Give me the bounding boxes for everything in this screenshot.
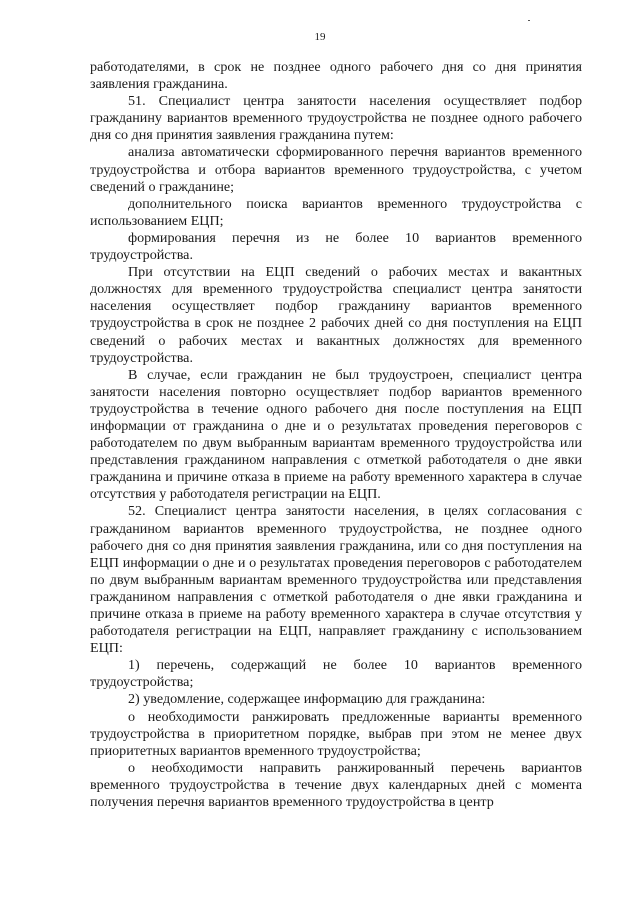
paragraph-clause-52: 52. Специалист центра занятости населения, в целях согласования с гражданином вариантов временного трудоустройства, не позднее одного рабочего дня со дня принятия заявления гражданина, или со дня поступления на ЕЦП информации о дне и о результатах проведения переговоров с работодателем по двум выбранным вариантам временного трудоустройства или представления гражданином направления с отметкой работодателя о дне явки гражданина и причине отказа в приеме на работу временного характера в случае отсутствия у работодателя регистрации на ЕЦП, направляет гражданину с использованием ЕЦП: xyxy=(90,503,582,657)
page-number: 19 xyxy=(314,31,326,43)
paragraph-continuation: работодателями, в срок не позднее одного рабочего дня со дня принятия заявления гражданина. xyxy=(90,59,582,93)
scan-mark xyxy=(528,20,530,21)
paragraph-item-2: 2) уведомление, содержащее информацию для гражданина: xyxy=(128,691,486,708)
paragraph-additional-search: дополнительного поиска вариантов временного трудоустройства с использованием ЕЦП; xyxy=(90,195,582,229)
paragraph-clause-51: 51. Специалист центра занятости населения осуществляет подбор гражданину вариантов временного трудоустройства не позднее одного рабочего дня со дня принятия заявления гражданина путем: xyxy=(90,93,582,144)
paragraph-not-employed: В случае, если гражданин не был трудоустроен, специалист центра занятости населения повторно осуществляет подбор вариантов временного трудоустройства в течение одного рабочего дня после поступления на ЕЦП информации от гражданина о дне и о результатах проведения переговоров с работодателем по двум выбранным вариантам временного трудоустройства или представления гражданином направления с отметкой работодателя о дне явки гражданина и причине отказа в приеме на работу временного характера в случае отсутствия у работодателя регистрации на ЕЦП. xyxy=(90,366,582,503)
document-body xyxy=(90,59,582,811)
paragraph-no-vacancies: При отсутствии на ЕЦП сведений о рабочих местах и вакантных должностях для временного трудоустройства специалист центра занятости населения осуществляет подбор гражданину вариантов временного трудоустройства в срок не позднее 2 рабочих дней со дня поступления на ЕЦП сведений о рабочих местах и вакантных должностях для временного трудоустройства. xyxy=(90,264,582,366)
paragraph-list-formation: формирования перечня из не более 10 вариантов временного трудоустройства. xyxy=(90,229,582,264)
paragraph-analysis: анализа автоматически сформированного перечня вариантов временного трудоустройства и отбора вариантов временного трудоустройства, с учетом сведений о гражданине; xyxy=(90,144,582,195)
paragraph-send-ranked-list: о необходимости направить ранжированный перечень вариантов временного трудоустройства в течение двух календарных дней с момента получения перечня вариантов временного трудоустройства в центр xyxy=(90,759,582,811)
paragraph-item-1: 1) перечень, содержащий не более 10 вариантов временного трудоустройства; xyxy=(90,657,582,691)
paragraph-ranking: о необходимости ранжировать предложенные варианты временного трудоустройства в приоритетном порядке, выбрав при этом не менее двух приоритетных вариантов временного трудоустройства; xyxy=(90,708,582,759)
